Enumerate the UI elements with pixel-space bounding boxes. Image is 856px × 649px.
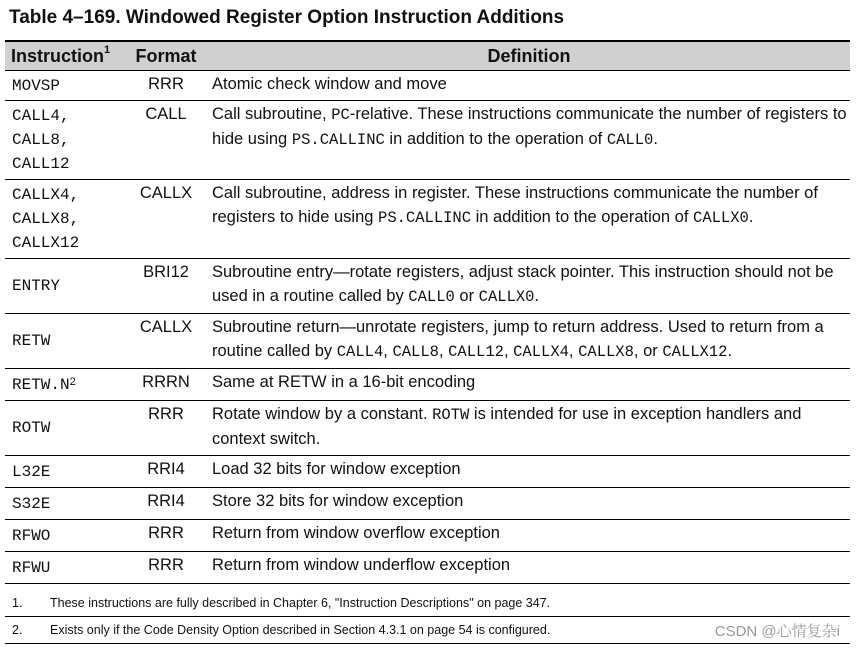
instruction-cell (5, 71, 124, 101)
definition-line (212, 427, 848, 451)
definition-text: Store 32 bits for window exception (212, 492, 464, 510)
definition-text: Same at RETW in a 16-bit encoding (212, 373, 476, 391)
footnote-text: Exists only if the Code Density Option described in Section 4.3.1 on page 54 is configured. (50, 623, 551, 637)
definition-text: . (727, 342, 733, 360)
footnote-number: 1. (12, 596, 23, 610)
instruction-name: CALL8, (12, 131, 70, 149)
format-cell: CALL (124, 101, 208, 180)
instruction-cell (5, 259, 124, 314)
definition-text: hide using (212, 130, 292, 148)
code-term: CALLX12 (662, 343, 728, 361)
table-row (5, 552, 850, 584)
table-title: Table 4–169. Windowed Register Option Instruction Additions (9, 7, 565, 28)
instruction-cell (5, 369, 124, 401)
definition-cell (208, 488, 850, 520)
instruction-name: CALLX4, (12, 186, 80, 204)
table-row (5, 71, 850, 101)
code-term: ROTW (432, 406, 470, 424)
definition-cell (208, 180, 850, 259)
definition-cell (208, 401, 850, 456)
header-definition: Definition (208, 41, 850, 71)
definition-text: . (653, 130, 658, 148)
definition-cell (208, 314, 850, 369)
instruction-name: CALLX12 (12, 234, 80, 252)
definition-text: Call subroutine, (212, 105, 332, 123)
instruction-name: CALLX8, (12, 210, 80, 228)
instruction-line (12, 373, 124, 397)
definition-text: Rotate window by a constant. (212, 405, 433, 423)
instruction-name: CALL12 (12, 155, 70, 173)
definition-cell (208, 259, 850, 314)
footnote-1 (5, 590, 850, 617)
definition-text: in addition to the operation of (471, 208, 694, 226)
code-term: CALL0 (408, 288, 455, 306)
definition-line (212, 489, 848, 513)
definition-text: or (454, 287, 479, 305)
header-instruction: Instruction$^1$ (5, 41, 124, 71)
table-row (5, 401, 850, 456)
definition-text: . (748, 208, 754, 226)
table-row (5, 180, 850, 259)
definition-text: , or (633, 342, 663, 360)
code-term: CALLX0 (478, 288, 535, 306)
definition-cell (208, 520, 850, 552)
instruction-name: RETW (12, 332, 51, 350)
definition-line (212, 102, 848, 127)
footnote-marker: 2 (69, 375, 76, 388)
definition-line (212, 181, 848, 205)
definition-text: Call subroutine, address in register. These instructions communicate the number of (212, 184, 818, 202)
definition-line (212, 521, 848, 545)
code-term: PS.CALLINC (291, 131, 385, 149)
table-row (5, 488, 850, 520)
header-instruction-footnote: 1 (104, 43, 111, 56)
definition-text: in addition to the operation of (384, 130, 607, 148)
instruction-cell (5, 314, 124, 369)
format-cell: CALLX (124, 180, 208, 259)
instruction-cell (5, 456, 124, 488)
definition-text: registers to hide using (212, 208, 379, 226)
table-row (5, 101, 850, 180)
definition-text: Return from window underflow exception (212, 556, 511, 574)
definition-text: , (503, 342, 514, 360)
instruction-cell (5, 401, 124, 456)
header-format: Format (124, 41, 208, 71)
definition-line (212, 370, 848, 394)
definition-text: -relative. These instructions communicate the number of registers to (349, 105, 847, 123)
code-term: PS.CALLINC (378, 209, 472, 227)
definition-line (212, 284, 848, 309)
definition-cell (208, 456, 850, 488)
instruction-name: RFWU (12, 558, 51, 577)
instruction-cell (5, 180, 124, 259)
code-term: CALL8 (392, 343, 439, 361)
instruction-name: MOVSP (12, 76, 61, 95)
definition-cell (208, 552, 850, 584)
definition-text: . (534, 287, 540, 305)
definition-text: Return from window overflow exception (212, 524, 500, 542)
watermark: CSDN @心情复杂i (714, 623, 840, 640)
definition-line (212, 72, 848, 96)
format-cell: RRR (124, 401, 208, 456)
table-row (5, 314, 850, 369)
instruction-name: ROTW (12, 419, 51, 437)
code-term: CALL4 (336, 343, 384, 361)
code-term: CALL0 (606, 131, 654, 149)
instruction-name: RFWO (12, 526, 51, 545)
definition-text: Load 32 bits for window exception (212, 460, 461, 478)
definition-text: Subroutine return—unrotate registers, jump to return address. Used to return from a (212, 318, 824, 336)
code-term: CALLX8 (578, 343, 634, 361)
format-cell: RRI4 (124, 456, 208, 488)
definition-line (212, 339, 848, 364)
format-cell: RRR (124, 520, 208, 552)
table-row (5, 520, 850, 552)
instruction-cell (5, 101, 124, 180)
definition-cell (208, 101, 850, 180)
instruction-name: L32E (12, 462, 51, 481)
definition-line (212, 315, 848, 339)
code-term: CALLX0 (693, 209, 749, 227)
code-term: PC (331, 106, 350, 124)
instruction-name: CALL4, (12, 107, 70, 125)
definition-text: context switch. (212, 430, 321, 448)
format-cell: RRI4 (124, 488, 208, 520)
instruction-name: ENTRY (12, 277, 61, 295)
footnote-text: These instructions are fully described in Chapter 6, "Instruction Descriptions" on page 347. (50, 596, 551, 610)
instruction-table (5, 40, 850, 584)
instruction-cell (5, 488, 124, 520)
table-row (5, 259, 850, 314)
instruction-cell (5, 552, 124, 584)
table-row (5, 456, 850, 488)
instruction-name: RETW.N (12, 375, 70, 394)
definition-cell (208, 369, 850, 401)
table-header-row (5, 41, 850, 71)
definition-text: routine called by (212, 342, 337, 360)
definition-cell (208, 71, 850, 101)
definition-text: is intended for use in exception handlers and (469, 405, 802, 423)
definition-text: , (568, 342, 579, 360)
definition-line (212, 127, 848, 152)
definition-text: Atomic check window and move (212, 75, 447, 93)
definition-line (212, 402, 848, 427)
definition-line (212, 553, 848, 577)
table-row (5, 369, 850, 401)
definition-line (212, 205, 848, 230)
format-cell: RRR (124, 71, 208, 101)
definition-text: , (383, 342, 393, 360)
format-cell: RRR (124, 552, 208, 584)
definition-line (212, 457, 848, 481)
code-term: CALL12 (448, 343, 504, 361)
definition-text: , (438, 342, 449, 360)
definition-text: used in a routine called by (212, 287, 409, 305)
code-term: CALLX4 (513, 343, 569, 361)
format-cell: RRRN (124, 369, 208, 401)
definition-line (212, 260, 848, 284)
footnote-number: 2. (12, 623, 23, 637)
instruction-cell (5, 520, 124, 552)
instruction-name: S32E (12, 494, 51, 513)
definition-text: Subroutine entry—rotate registers, adjust stack pointer. This instruction should not be (212, 263, 834, 281)
format-cell: BRI12 (124, 259, 208, 314)
format-cell: CALLX (124, 314, 208, 369)
